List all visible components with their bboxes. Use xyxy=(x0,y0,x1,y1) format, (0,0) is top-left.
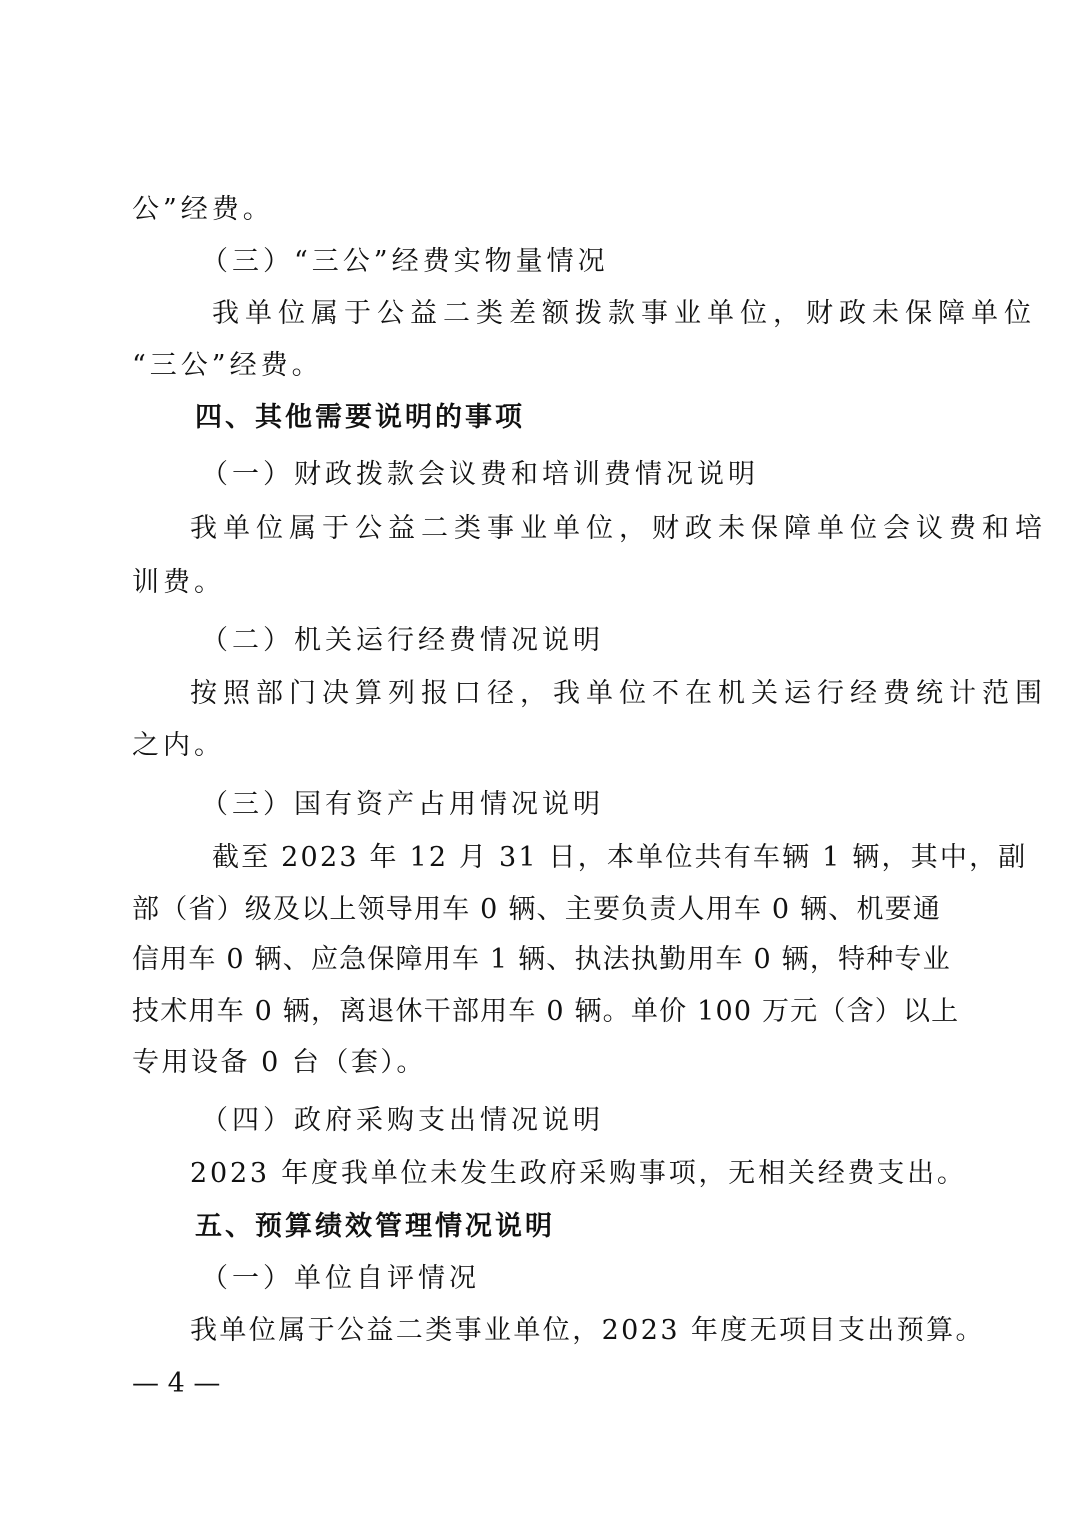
section-heading: 五、预算绩效管理情况说明 xyxy=(195,1211,555,1242)
paragraph-text: 训费。 xyxy=(132,567,225,598)
subsection-heading: （三）国有资产占用情况说明 xyxy=(201,789,604,820)
paragraph-text: 2023 年度我单位未发生政府采购事项，无相关经费支出。 xyxy=(190,1158,967,1189)
paragraph-text: 信用车 0 辆、应急保障用车 1 辆、执法执勤用车 0 辆，特种专业 xyxy=(132,944,951,975)
paragraph-text: 截至 2023 年 12 月 31 日，本单位共有车辆 1 辆，其中，副 xyxy=(212,842,1028,873)
subsection-heading: （一）单位自评情况 xyxy=(201,1263,480,1294)
paragraph-text: 之内。 xyxy=(132,730,225,761)
paragraph-text: 专用设备 0 台（套）。 xyxy=(132,1047,426,1078)
page-number: — 4 — xyxy=(132,1368,221,1399)
paragraph-text: 我单位属于公益二类差额拨款事业单位，财政未保障单位 xyxy=(212,298,1037,329)
subsection-heading: （三）“三公”经费实物量情况 xyxy=(201,246,609,277)
paragraph-text: 技术用车 0 辆，离退休干部用车 0 辆。单价 100 万元（含）以上 xyxy=(132,996,960,1027)
paragraph-text: “三公”经费。 xyxy=(132,350,323,381)
subsection-heading: （二）机关运行经费情况说明 xyxy=(201,625,604,656)
section-heading: 四、其他需要说明的事项 xyxy=(195,402,525,433)
paragraph-text: 我单位属于公益二类事业单位，财政未保障单位会议费和培 xyxy=(190,513,1048,544)
paragraph-text: 我单位属于公益二类事业单位，2023 年度无项目支出预算。 xyxy=(190,1315,985,1346)
paragraph-continuation: 公”经费。 xyxy=(132,194,274,225)
paragraph-text: 按照部门决算列报口径，我单位不在机关运行经费统计范围 xyxy=(190,678,1048,709)
paragraph-text: 部（省）级及以上领导用车 0 辆、主要负责人用车 0 辆、机要通 xyxy=(132,894,942,925)
subsection-heading: （一）财政拨款会议费和培训费情况说明 xyxy=(201,459,759,490)
subsection-heading: （四）政府采购支出情况说明 xyxy=(201,1105,604,1136)
